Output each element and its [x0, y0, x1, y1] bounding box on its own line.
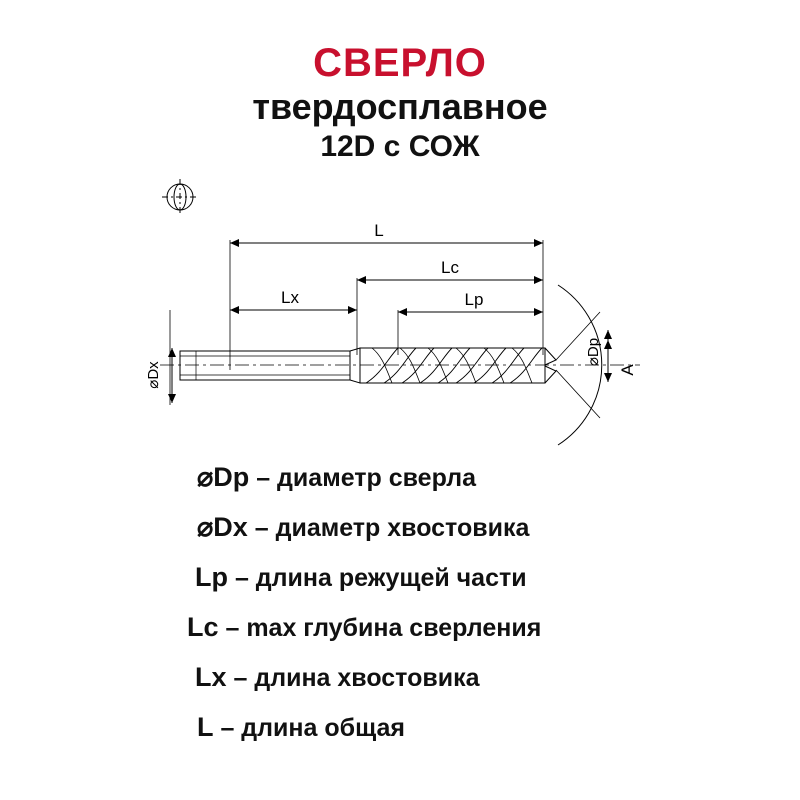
legend-text: – длина режущей части	[234, 564, 527, 592]
dim-label-Lp: Lp	[464, 290, 484, 309]
legend-symbol: Lc	[187, 612, 219, 642]
legend-symbol: ⌀Dp	[197, 462, 250, 492]
legend-symbol: Lx	[195, 662, 227, 692]
dim-label-Lc: Lc	[441, 258, 459, 277]
legend-item	[187, 612, 785, 643]
page-title: СВЕРЛО	[313, 41, 487, 85]
legend-text: – длина общая	[220, 714, 405, 742]
legend-text: – диаметр хвостовика	[254, 514, 530, 542]
dim-label-Dp: ⌀Dp	[585, 337, 602, 367]
legend-item	[197, 462, 785, 493]
title-block	[0, 42, 800, 165]
dim-label-Lx: Lx	[281, 288, 299, 307]
legend-item	[195, 562, 785, 593]
technical-drawing	[0, 170, 800, 480]
dim-label-L: L	[374, 221, 384, 240]
page-subtitle-2: 12D с СОЖ	[320, 130, 480, 164]
legend	[185, 462, 785, 762]
first-angle-projection-icon	[162, 179, 198, 215]
legend-symbol: Lp	[195, 562, 228, 592]
legend-text: – длина хвостовика	[233, 664, 480, 692]
legend-symbol: L	[197, 712, 214, 742]
legend-item	[197, 712, 785, 743]
dim-label-A: A	[618, 364, 637, 376]
legend-symbol: ⌀Dx	[197, 512, 248, 542]
legend-item	[197, 512, 785, 543]
legend-item	[195, 662, 785, 693]
legend-text: – max глубина сверления	[225, 614, 542, 642]
dim-label-Dx: ⌀Dx	[145, 361, 162, 389]
legend-text: – диаметр сверла	[256, 464, 477, 492]
page-subtitle-1: твердосплавное	[252, 86, 548, 127]
